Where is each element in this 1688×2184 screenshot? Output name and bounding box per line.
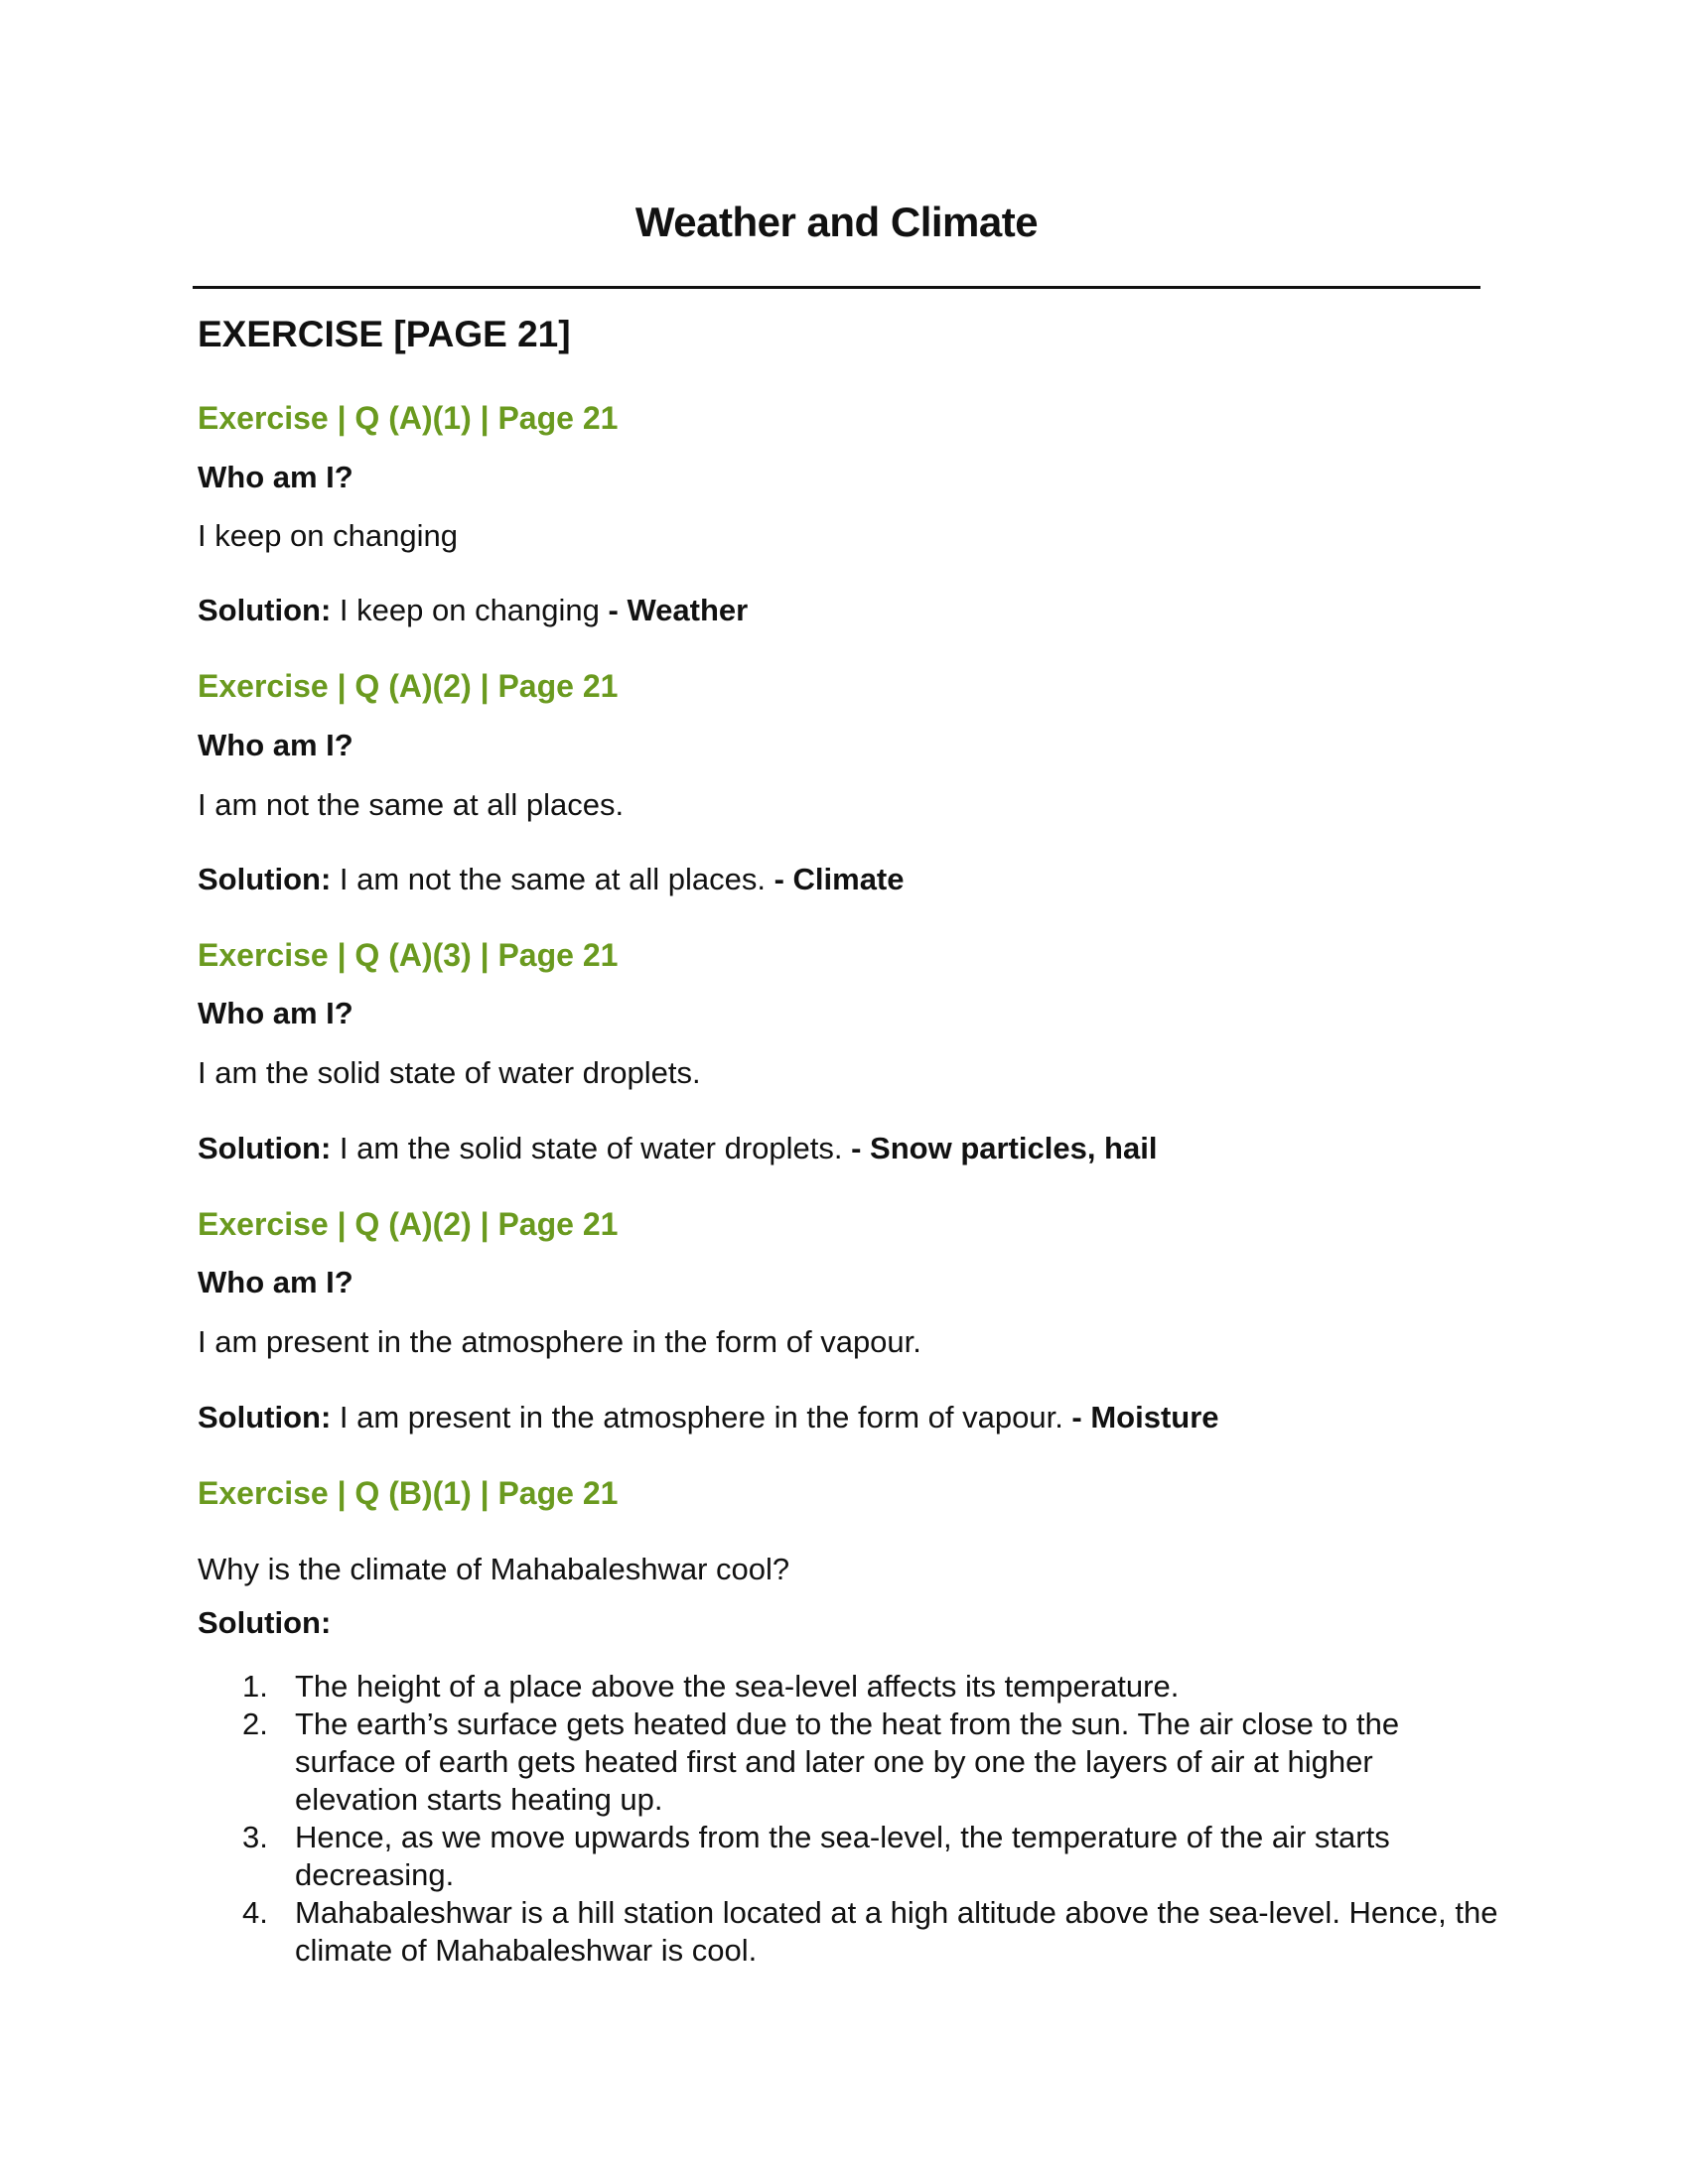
solution-text: I am present in the atmosphere in the form of vapour.	[331, 1400, 1072, 1434]
list-text: Hence, as we move upwards from the sea-level, the temperature of the air starts decreasing.	[295, 1820, 1390, 1892]
list-number: 3.	[242, 1820, 268, 1854]
list-item	[242, 1668, 1503, 1706]
solution-answer: - Weather	[608, 593, 749, 627]
question-prompt: Who am I?	[198, 1265, 353, 1299]
question-label[interactable]: Exercise | Q (A)(2) | Page 21	[198, 668, 619, 704]
question-text: I keep on changing	[198, 518, 458, 553]
question-text: Why is the climate of Mahabaleshwar cool?	[198, 1552, 790, 1586]
solution-text: I am the solid state of water droplets.	[331, 1131, 852, 1165]
question-label[interactable]: Exercise | Q (A)(1) | Page 21	[198, 400, 619, 436]
solution-label: Solution:	[198, 1131, 332, 1165]
list-number: 2.	[242, 1706, 268, 1741]
question-prompt: Who am I?	[198, 996, 353, 1030]
solution-text: I am not the same at all places.	[331, 862, 774, 896]
list-item	[242, 1894, 1503, 1970]
solution-label: Solution:	[198, 593, 332, 627]
question-prompt: Who am I?	[198, 728, 353, 762]
list-item	[242, 1819, 1503, 1894]
list-number: 4.	[242, 1895, 268, 1930]
solution-label: Solution:	[198, 1400, 332, 1434]
page-title: Weather and Climate	[634, 199, 1039, 245]
question-label[interactable]: Exercise | Q (A)(3) | Page 21	[198, 937, 619, 973]
solution-line	[198, 864, 905, 894]
question-label[interactable]: Exercise | Q (B)(1) | Page 21	[198, 1475, 619, 1511]
solution-list	[242, 1668, 1503, 1970]
list-number: 1.	[242, 1669, 268, 1704]
question-text: I am the solid state of water droplets.	[198, 1055, 701, 1090]
solution-label: Solution:	[198, 1605, 332, 1640]
solution-answer: - Snow particles, hail	[851, 1131, 1158, 1165]
question-text: I am present in the atmosphere in the form of vapour.	[198, 1324, 921, 1359]
question-prompt: Who am I?	[198, 460, 353, 494]
list-text: The earth’s surface gets heated due to the heat from the sun. The air close to the surface of earth gets heated first and later one by one the layers of air at higher elevation starts heating up.	[295, 1706, 1400, 1817]
title-divider	[193, 286, 1480, 289]
question-text: I am not the same at all places.	[198, 787, 625, 822]
list-item	[242, 1706, 1503, 1819]
solution-answer: - Climate	[774, 862, 905, 896]
list-text: The height of a place above the sea-level affects its temperature.	[295, 1669, 1180, 1704]
solution-label: Solution:	[198, 862, 332, 896]
solution-line	[198, 595, 748, 625]
solution-answer: - Moisture	[1071, 1400, 1219, 1434]
list-text: Mahabaleshwar is a hill station located at a high altitude above the sea-level. Hence, the climate of Mahabaleshwar is cool.	[295, 1895, 1498, 1968]
solution-line	[198, 1133, 1157, 1163]
solution-text: I keep on changing	[331, 593, 609, 627]
solution-line	[198, 1402, 1219, 1433]
question-label[interactable]: Exercise | Q (A)(2) | Page 21	[198, 1206, 619, 1242]
section-heading: EXERCISE [PAGE 21]	[198, 314, 571, 354]
